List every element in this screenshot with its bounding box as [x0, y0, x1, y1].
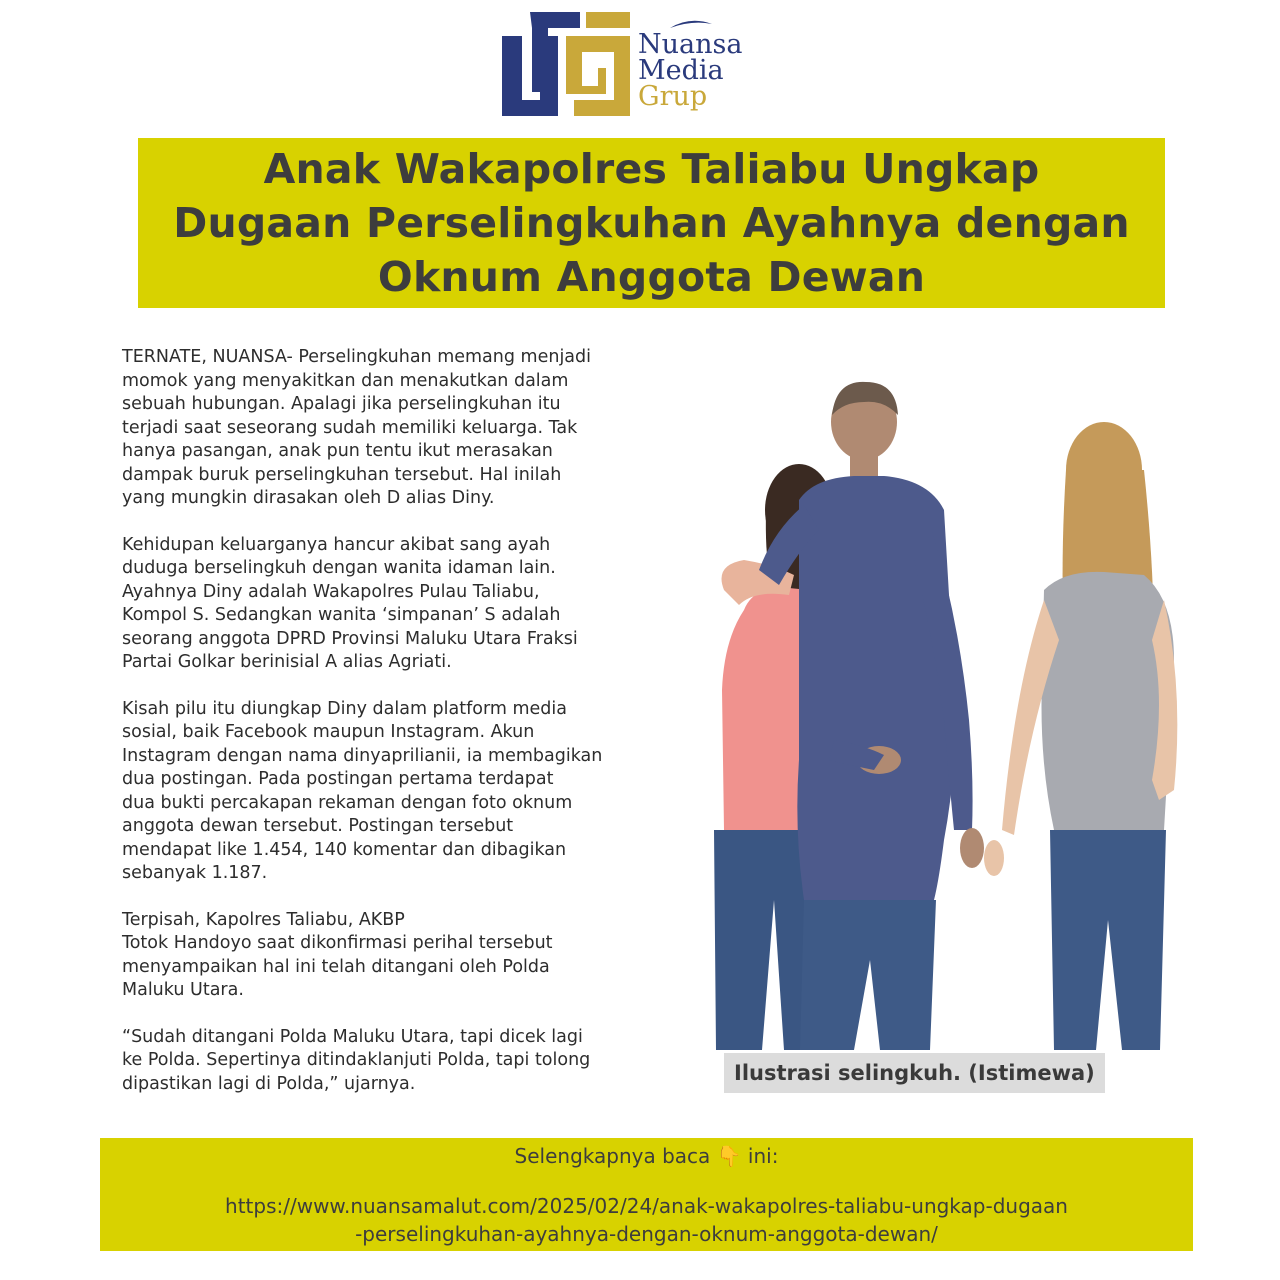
logo-line-media: Media — [638, 55, 724, 86]
article-paragraph-3: Kisah pilu itu diungkap Diny dalam platform media sosial, baik Facebook maupun Instagram. Akun Instagram dengan nama dinyaprilianii, ia membagikan dua postingan. Pada postingan pertama terdapat dua bukti percakapan rekaman dengan foto oknum anggota dewan tersebut. Postingan tersebut mendapat like 1.454, 140 komentar dan dibagikan sebanyak 1.187. — [122, 698, 603, 883]
article-paragraph-5: “Sudah ditangani Polda Maluku Utara, tapi dicek lagi ke Polda. Sepertinya ditindaklanjuti Polda, tapi tolong dipastikan lagi di Polda,” ujarnya. — [122, 1026, 591, 1094]
article-body — [122, 346, 682, 1119]
headline-banner — [138, 138, 1165, 308]
illustration-photo — [704, 360, 1204, 1060]
logo-line-nuansa: Nuansa — [638, 29, 743, 60]
article-url-link[interactable]: https://www.nuansamalut.com/2025/02/24/anak-wakapolres-taliabu-ungkap-dugaan -perselingkuhan-ayahnya-dengan-oknum-anggota-dewan/ — [225, 1194, 1068, 1246]
logo-line-grup: Grup — [638, 81, 708, 112]
logo-mark-icon — [500, 6, 632, 122]
article-paragraph-1: TERNATE, NUANSA- Perselingkuhan memang menjadi momok yang menyakitkan dan menakutkan dalam sebuah hubungan. Apalagi jika perselingkuhan itu terjadi saat seseorang sudah memiliki keluarga. Tak hanya pasangan, anak pun tentu ikut merasakan dampak buruk perselingkuhan tersebut. Hal inilah yang mungkin dirasakan oleh D alias Diny. — [122, 347, 592, 508]
footer-banner — [100, 1138, 1193, 1251]
photo-caption: Ilustrasi selingkuh. (Istimewa) — [724, 1053, 1105, 1093]
article-paragraph-2: Kehidupan keluarganya hancur akibat sang ayah duduga berselingkuh dengan wanita idaman lain. Ayahnya Diny adalah Wakapolres Pulau Taliabu, Kompol S. Sedangkan wanita ‘simpanan’ S adalah seorang anggota DPRD Provinsi Maluku Utara Fraksi Partai Golkar berinisial A alias Agriati. — [122, 534, 578, 672]
logo-text — [638, 29, 743, 112]
brand-logo — [500, 6, 760, 124]
read-more-text: Selengkapnya baca 👇 ini: — [514, 1144, 779, 1168]
page-title: Anak Wakapolres Taliabu Ungkap Dugaan Perselingkuhan Ayahnya dengan Oknum Anggota Dewan — [173, 145, 1130, 301]
article-paragraph-4: Terpisah, Kapolres Taliabu, AKBP Totok Handoyo saat dikonfirmasi perihal tersebut menyampaikan hal ini telah ditangani oleh Polda Maluku Utara. — [122, 909, 553, 1000]
